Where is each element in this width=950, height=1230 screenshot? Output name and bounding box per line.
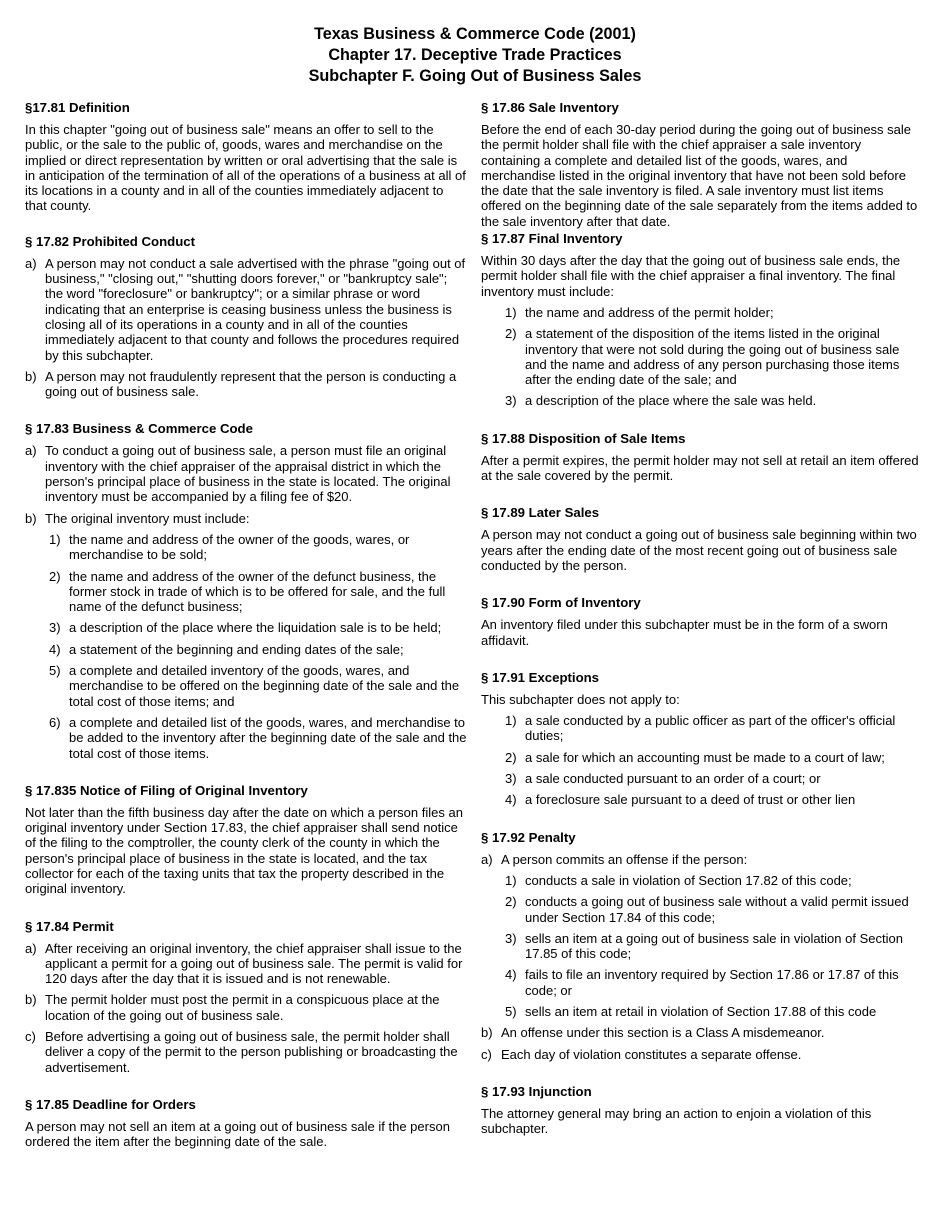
- clause-text: After receiving an original inventory, the chief appraiser shall issue to the applicant a permit for a going out of business sale. The permit is valid for 120 days after the day that it is issued and is not renewable.: [45, 940, 463, 987]
- document-title: Texas Business & Commerce Code (2001): [314, 25, 636, 43]
- list-marker: 1): [505, 872, 517, 888]
- clause-a: [25, 941, 467, 987]
- section-text: Not later than the fifth business day after the date on which a person files an original inventory under Section 17.83, the chief appraiser shall send notice of the filing to the comptroller, the county clerk of the county in which the person's principal place of business in the state is located, and the tax collector for each of the taxing units that tax the property described in the original inventory.: [25, 804, 463, 897]
- list-text: a complete and detailed list of the goods, wares, and merchandise to be added to the inventory after the beginning date of the sale and the total cost of those items.: [69, 714, 467, 761]
- list-item: [25, 620, 467, 635]
- section-17-91: [481, 670, 921, 808]
- section-17-89: [481, 505, 921, 573]
- list-marker: 2): [505, 326, 517, 342]
- section-heading: § 17.89 Later Sales: [481, 505, 600, 521]
- clause-b: [25, 511, 467, 526]
- clause-marker: b): [481, 1025, 493, 1041]
- section-text: The attorney general may bring an action to enjoin a violation of this subchapter.: [481, 1105, 872, 1137]
- right-column: [481, 100, 921, 1158]
- clause-b: [481, 1025, 921, 1040]
- section-heading: § 17.84 Permit: [25, 918, 114, 934]
- clause-text: Each day of violation constitutes a separate offense.: [501, 1046, 802, 1062]
- clause-text: An offense under this section is a Class A misdemeanor.: [501, 1025, 825, 1041]
- section-text: A person may not sell an item at a going out of business sale if the person ordered the item after the beginning date of the sale.: [25, 1118, 450, 1150]
- list-item: [481, 1004, 921, 1019]
- list-item: [481, 771, 921, 786]
- list-text: the name and address of the owner of the defunct business, the former stock in trade of which is to be offered for sale, and the full name of the defunct business;: [69, 568, 446, 615]
- list-text: conducts a going out of business sale without a valid permit issued under Section 17.84 of this code;: [525, 894, 909, 925]
- left-column: [25, 100, 467, 1172]
- clause-text: A person commits an offense if the person:: [501, 851, 748, 867]
- clause-b: [25, 992, 467, 1023]
- clause-text: The original inventory must include:: [45, 510, 250, 526]
- clause-c: [25, 1029, 467, 1075]
- list-marker: 2): [505, 894, 517, 910]
- list-item: [25, 715, 467, 761]
- list-text: sells an item at retail in violation of Section 17.88 of this code: [525, 1003, 877, 1019]
- section-17-86: [481, 100, 921, 229]
- document-header: [0, 24, 950, 87]
- clause-text: A person may not conduct a sale advertised with the phrase "going out of business," "closing out," "shutting doors forever," or "bankruptcy sale"; the word "foreclosure" or bankruptcy"; or a similar phrase or word indicating that an enterprise is ceasing business unless the business is closing all of its operations in a county and in all of the counties immediately adjacent to that county and follows the procedures required by this subchapter.: [45, 255, 466, 363]
- section-17-82: [25, 234, 467, 400]
- subchapter-title: Subchapter F. Going Out of Business Sales: [308, 67, 642, 85]
- section-text: A person may not conduct a going out of business sale beginning within two years after the ending date of the most recent going out of business sale conducted by the person.: [481, 527, 917, 573]
- section-17-93: [481, 1084, 921, 1137]
- clause-marker: c): [481, 1046, 492, 1062]
- section-17-84: [25, 919, 467, 1075]
- clause-text: A person may not fraudulently represent that the person is conducting a going out of business sale.: [45, 368, 457, 400]
- list-text: conducts a sale in violation of Section 17.82 of this code;: [525, 872, 852, 888]
- list-marker: 1): [505, 304, 517, 320]
- list-marker: 4): [505, 792, 517, 808]
- list-marker: 1): [49, 531, 61, 547]
- section-text: Before the end of each 30-day period during the going out of business sale the permit holder shall file with the chief appraiser a sale inventory containing a complete and detailed list of the goods, wares, and merchandise listed in the original inventory that have not been sold before the date that the sale inventory is filed. A sale inventory must list items offered on the beginning date of the sale separately from the items added to the sale inventory after that date.: [481, 122, 918, 229]
- list-marker: 3): [505, 393, 517, 409]
- list-text: a complete and detailed inventory of the goods, wares, and merchandise to be offered on the beginning date of the sale and the total cost of those items; and: [69, 663, 460, 709]
- list-marker: 3): [49, 620, 61, 636]
- clause-marker: b): [25, 992, 37, 1008]
- list-marker: 5): [505, 1003, 517, 1019]
- list-item: [481, 967, 921, 998]
- list-item: [481, 393, 921, 408]
- list-text: fails to file an inventory required by Section 17.86 or 17.87 of this code; or: [525, 967, 899, 998]
- clause-marker: a): [481, 851, 493, 867]
- section-heading: §17.81 Definition: [25, 100, 130, 115]
- section-text: An inventory filed under this subchapter must be in the form of a sworn affidavit.: [481, 617, 888, 648]
- list-text: a foreclosure sale pursuant to a deed of trust or other lien: [525, 792, 856, 808]
- clause-marker: b): [25, 510, 37, 526]
- list-marker: 5): [49, 663, 61, 679]
- section-17-90: [481, 595, 921, 648]
- section-text: This subchapter does not apply to:: [481, 691, 680, 707]
- list-item: [481, 792, 921, 807]
- section-heading: § 17.90 Form of Inventory: [481, 595, 641, 611]
- list-marker: 4): [49, 641, 61, 657]
- section-text: After a permit expires, the permit holder may not sell at retail an item offered at the sale covered by the permit.: [481, 452, 919, 484]
- list-marker: 3): [505, 771, 517, 787]
- list-item: [25, 642, 467, 657]
- section-17-81: [25, 100, 467, 214]
- clause-b: [25, 369, 467, 400]
- clause-c: [481, 1047, 921, 1062]
- list-text: a sale for which an accounting must be made to a court of law;: [525, 749, 885, 765]
- list-item: [25, 532, 467, 563]
- list-item: [481, 873, 921, 888]
- section-17-87: [481, 231, 921, 409]
- list-text: a sale conducted by a public officer as part of the officer's official duties;: [525, 713, 896, 744]
- list-text: a sale conducted pursuant to an order of a court; or: [525, 771, 821, 787]
- list-text: sells an item at a going out of business sale in violation of Section 17.85 of this code;: [525, 930, 903, 962]
- list-item: [481, 713, 921, 744]
- clause-marker: a): [25, 940, 37, 956]
- list-item: [481, 305, 921, 320]
- section-heading: § 17.82 Prohibited Conduct: [25, 233, 196, 249]
- list-text: a description of the place where the liquidation sale is to be held;: [69, 620, 442, 636]
- list-text: a statement of the disposition of the items listed in the original inventory that were not sold during the going out of business sale and the name and address of any person purchasing those items after the ending date of the sale; and: [525, 326, 900, 388]
- list-marker: 3): [505, 930, 517, 946]
- clause-a: [25, 443, 467, 504]
- section-17-835: [25, 783, 467, 897]
- list-text: a description of the place where the sale was held.: [525, 393, 817, 409]
- clause-marker: c): [25, 1029, 36, 1045]
- list-text: the name and address of the owner of the goods, wares, or merchandise to be sold;: [69, 531, 410, 563]
- section-heading: § 17.87 Final Inventory: [481, 231, 623, 247]
- section-text: In this chapter "going out of business sale" means an offer to sell to the public, or the sale to the public of, goods, wares and merchandise on the implied or direct representation by written or oral advertising that the sale is in anticipation of the termination of all of the operations of a business at all of its locations in a county and in all of the counties immediately adjacent to that county.: [25, 122, 466, 214]
- chapter-title: Chapter 17. Deceptive Trade Practices: [328, 46, 622, 64]
- list-marker: 1): [505, 713, 517, 729]
- clause-marker: a): [25, 443, 37, 459]
- clause-text: Before advertising a going out of business sale, the permit holder shall deliver a copy of the permit to the person publishing or broadcasting the advertisement.: [45, 1029, 458, 1075]
- clause-text: To conduct a going out of business sale, a person must file an original inventory with the chief appraiser of the appraisal district in which the person's principal place of business in the state is located. The original inventory must be accompanied by a filing fee of $20.: [45, 443, 451, 505]
- list-text: a statement of the beginning and ending dates of the sale;: [69, 641, 404, 657]
- section-heading: § 17.88 Disposition of Sale Items: [481, 430, 686, 446]
- clause-a: [481, 852, 921, 867]
- clause-marker: a): [25, 255, 37, 271]
- section-17-83: [25, 421, 467, 760]
- list-marker: 2): [49, 568, 61, 584]
- list-marker: 6): [49, 714, 61, 730]
- list-item: [481, 750, 921, 765]
- section-heading: § 17.835 Notice of Filing of Original Inventory: [25, 782, 308, 798]
- list-item: [481, 894, 921, 925]
- clause-a: [25, 256, 467, 363]
- section-heading: § 17.83 Business & Commerce Code: [25, 421, 253, 437]
- section-17-88: [481, 431, 921, 484]
- list-item: [25, 663, 467, 709]
- section-heading: § 17.92 Penalty: [481, 829, 576, 845]
- clause-text: The permit holder must post the permit in a conspicuous place at the location of the going out of business sale.: [45, 992, 440, 1023]
- section-heading: § 17.93 Injunction: [481, 1083, 592, 1099]
- section-heading: § 17.86 Sale Inventory: [481, 100, 619, 115]
- section-heading: § 17.91 Exceptions: [481, 669, 600, 685]
- list-item: [481, 326, 921, 387]
- clause-marker: b): [25, 368, 37, 384]
- list-marker: 2): [505, 749, 517, 765]
- list-item: [481, 931, 921, 962]
- list-item: [25, 569, 467, 615]
- section-17-85: [25, 1097, 467, 1150]
- section-text: Within 30 days after the day that the going out of business sale ends, the permit holder shall file with the chief appraiser a final inventory. The final inventory must include:: [481, 253, 901, 299]
- section-heading: § 17.85 Deadline for Orders: [25, 1096, 196, 1112]
- section-17-92: [481, 830, 921, 1062]
- list-text: the name and address of the permit holder;: [525, 304, 774, 320]
- list-marker: 4): [505, 967, 517, 983]
